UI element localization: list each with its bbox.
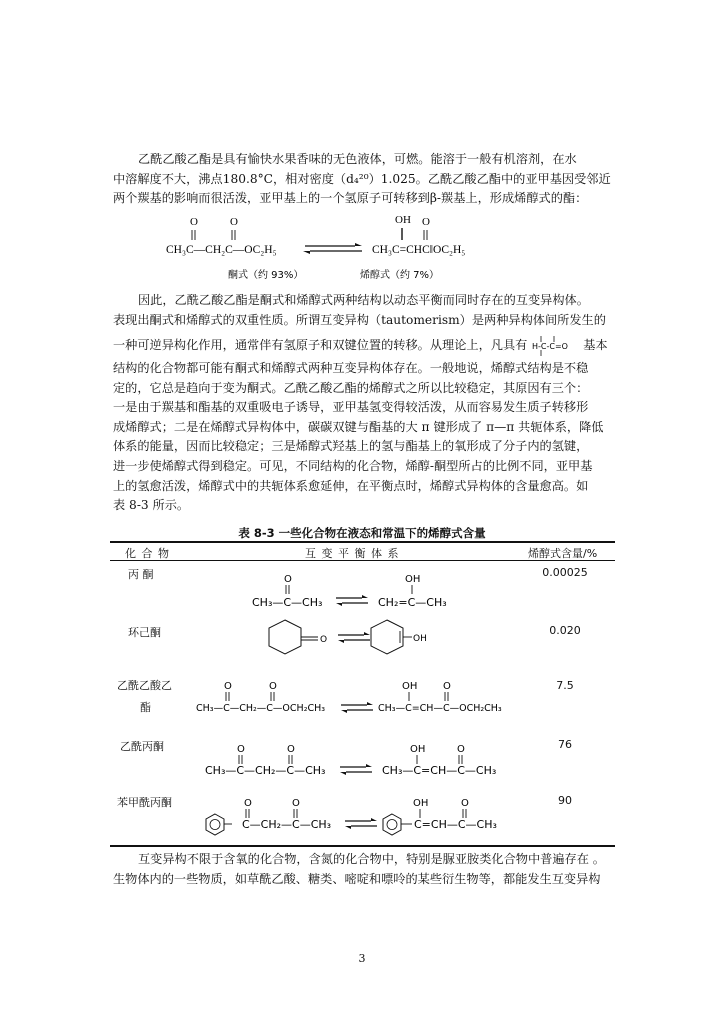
text-line: 中溶解度不大，沸点180.8°C，相对密度（d₄²⁰）1.025。乙酰乙酸乙酯中的亚甲基因受邻近 [113,171,611,186]
row-name-cyclohexanone: 环己酮 [128,626,161,639]
row-name-acetone: 丙 酮 [128,568,154,581]
row-name-acetylacetone: 乙酰丙酮 [120,740,164,753]
keto-o1: O [190,216,198,228]
keto-label: 酮式（约 93%） [228,270,304,281]
text-line: 进一步使烯醇式得到稳定。可见，不同结构的化合物，烯醇-酮型所占的比例不同，亚甲基 [113,458,593,473]
acac-keto-o1: O [237,744,245,755]
acetone-keto-o: O [284,574,292,585]
eaa-enol-oh: OH [402,681,418,692]
row-name-ethyl-acetoacetate-2: 酯 [140,701,151,714]
bza-enol-oh: OH [413,798,429,809]
benzene-ring-keto [206,814,232,835]
page-number: 3 [358,952,366,965]
eaa-keto-o1: O [224,681,232,692]
row-value-benzoylacetone: 90 [558,794,572,807]
enol-formula: CH₃C=CHC‖OC₂H₅ [372,244,466,256]
table-structures [0,560,724,850]
tautomerism-paragraph-cont [113,359,613,516]
text-line: 一是由于羰基和酯基的双重吸电子诱导，亚甲基氢变得较活泼，从而容易发生质子转移形 [113,400,589,415]
intro-paragraph [113,150,613,209]
row-name-benzoylacetone: 苯甲酰丙酮 [117,796,172,809]
acac-enol-o: O [457,744,465,755]
table-rule-top [110,541,615,543]
keto-formula: CH₃C—CH₂C—OC₂H₅ [166,244,277,256]
acac-keto: CH₃—C—CH₂—C—CH₃ [205,764,326,777]
tautomerism-paragraph [113,291,613,330]
row-value-cyclohexanone: 0.020 [549,624,581,637]
nitrogen-tautomerism-paragraph [113,850,613,889]
acac-enol: CH₃—C=CH—C—CH₃ [382,764,497,777]
row-value-acetylacetone: 76 [558,738,572,751]
bza-keto-o2: O [292,798,300,809]
text-line: 成烯醇式；二是在烯醇式异构体中，碳碳双键与酯基的大 π 键形成了 π—π 共轭体系，降低 [113,419,604,434]
row-value-ethyl-acetoacetate: 7.5 [556,679,574,692]
cyclohexenol-oh: OH [413,634,427,644]
table-rule-bottom [110,845,615,847]
text-line: 两个羰基的影响而很活泼，亚甲基上的一个氢原子可转移到β-羰基上，形成烯醇式的酯： [113,191,588,206]
text-line: 体系的能量，因而比较稳定；三是烯醇式羟基上的氢与酯基上的氧形成了分子内的氢键， [113,439,589,454]
text-line-inline-structure [113,333,633,357]
acac-enol-oh: OH [410,744,426,755]
table-title: 表 8-3 一些化合物在液态和常温下的烯醇式含量 [238,526,486,540]
row-value-acetone: 0.00025 [542,566,588,579]
acetone-keto: CH₃—C—CH₃ [252,596,323,609]
text-line: 上的氢愈活泼，烯醇式中的共轭体系愈延伸，在平衡点时，烯醇式异构体的含量愈高。如 [113,478,589,493]
text-line: 互变异构不限于含氧的化合物，含氮的化合物中，特别是脲亚胺类化合物中普遍存在 。 [138,852,605,866]
bza-keto-o1: O [244,798,252,809]
enol-oh: OH [395,214,411,226]
keto-enol-equation [150,210,550,285]
cyclohexanone-ring [269,620,327,654]
text-line: 表现出酮式和烯醇式的双重性质。所谓互变异构（tautomerism）是两种异构体间所发生的 [113,312,606,327]
eaa-enol: CH₃—C=CH—C—OCH₂CH₃ [378,703,502,714]
enol-structure-inline [531,335,583,357]
text-line: 生物体内的一些物质，如草酰乙酸、糖类、嘧啶和嘌呤的某些衍生物等，都能发生互变异构 [113,871,601,886]
eaa-keto-o2: O [269,681,277,692]
text-line: 一种可逆异构化作用，通常伴有氢原子和双键位置的转移。从理论上，凡具有 [113,338,528,352]
eaa-keto: CH₃—C—CH₂—C—OCH₂CH₃ [196,703,326,714]
text-line: 因此，乙酰乙酸乙酯是酮式和烯醇式两种结构以动态平衡而同时存在的互变异构体。 [138,293,589,307]
text-line: 定的，它总是趋向于变为酮式。乙酰乙酸乙酯的烯醇式之所以比较稳定，其原因有三个： [113,380,589,395]
acetone-enol: CH₂=C—CH₃ [378,596,447,609]
enol-label: 烯醇式（约 7%） [360,270,440,281]
cyclohexanone-o: O [320,635,328,645]
acac-keto-o2: O [287,744,295,755]
header-system: 互 变 平 衡 体 系 [305,547,400,560]
row-name-ethyl-acetoacetate: 乙酰乙酸乙 [117,679,172,692]
bza-enol: C=CH—C—CH₃ [414,818,497,831]
cyclohexenol-ring [371,620,427,654]
text-line: 表 8-3 所示。 [113,498,190,513]
bza-enol-o: O [461,798,469,809]
header-content: 烯醇式含量/% [528,547,598,560]
header-compound: 化 合 物 [125,547,170,560]
eaa-enol-o: O [443,681,451,692]
benzene-ring-enol [383,814,412,835]
bza-keto: C—CH₂—C—CH₃ [242,818,332,831]
text-line: 基本 [583,338,608,352]
inline-group-text: H-C-C=O [532,341,569,351]
keto-o2: O [230,216,238,228]
text-line: 乙酰乙酸乙酯是具有愉快水果香味的无色液体，可燃。能溶于一般有机溶剂，在水 [138,152,577,166]
text-line: 结构的化合物都可能有酮式和烯醇式两种互变异构体存在。一般地说，烯醇式结构是不稳 [113,361,589,375]
acetone-enol-oh: OH [405,574,421,585]
enol-o: O [422,216,430,228]
